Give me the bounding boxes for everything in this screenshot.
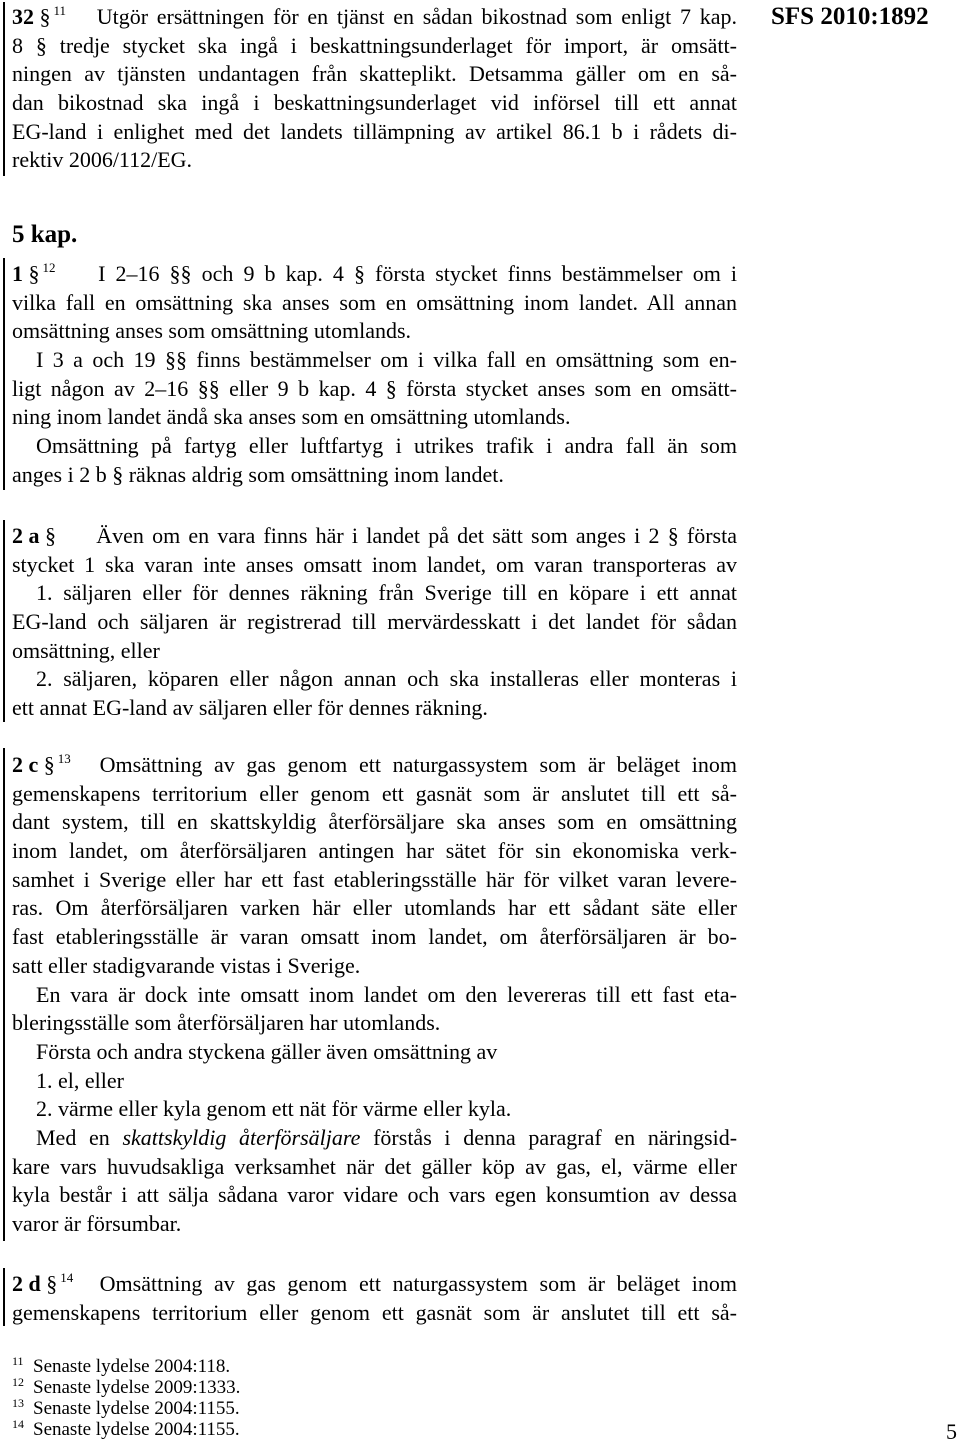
running-header: SFS 2010:1892 — [771, 3, 929, 30]
line-text: Utgör ersättningen för en tjänst en sådan bikostnad som enligt 7 kap. — [96, 4, 737, 29]
footnote — [12, 1356, 712, 1377]
list-item: 1. el, eller — [36, 1067, 124, 1093]
text-line — [12, 3, 737, 32]
text-line: rektiv 2006/112/EG. — [12, 147, 193, 173]
text-line: samhet i Sverige eller har ett fast etableringsställe här för vilket varan levere- — [12, 866, 737, 892]
line-text: Med en — [36, 1124, 110, 1150]
text-line: I 3 a och 19 §§ finns bestämmelser om i vilka fall en omsättning som en- — [36, 347, 737, 373]
footnote-text: Senaste lydelse 2009:1333. — [33, 1377, 241, 1398]
text-line: bleringsställe som återförsäljaren har utomlands. — [12, 1010, 441, 1036]
section-label — [12, 1270, 88, 1302]
text-line: kyla består i att sälja sådana varor vidare och vars egen konsumtion av dessa — [12, 1182, 737, 1208]
text-line: vilka fall en omsättning ska anses som en omsättning inom landet. All annan — [12, 289, 737, 315]
line-text: förstås i denna paragraf en näringsid- — [373, 1124, 738, 1150]
change-bar — [3, 520, 5, 722]
text-line: inom landet, om återförsäljaren antingen har sätet för sin ekonomiska verk- — [12, 838, 737, 864]
chapter-heading: 5 kap. — [12, 221, 78, 248]
footnote — [12, 1398, 712, 1419]
text-line: 1. säljaren eller för dennes räkning från Sverige till en köpare i ett annat — [36, 580, 737, 606]
section-2d — [12, 1270, 737, 1327]
footnote-text: Senaste lydelse 2004:1155. — [33, 1419, 240, 1440]
text-line: ras. Om återförsäljaren varken här eller utomlands har ett sådant säte eller — [12, 895, 737, 921]
footnote-number: 14 — [12, 1417, 24, 1431]
section-label — [12, 260, 88, 292]
text-line: gemenskapens territorium eller genom ett gasnät som är anslutet till ett så- — [12, 1299, 737, 1325]
footnote-number: 12 — [12, 1375, 24, 1389]
text-line: Första och andra styckena gäller även omsättning av — [36, 1038, 498, 1064]
text-line: 8 § tredje stycket ska ingå i beskattningsunderlaget för import, är omsätt- — [12, 32, 737, 58]
change-bar — [3, 258, 5, 490]
section-label — [12, 751, 88, 783]
section-number: 2 d — [12, 1271, 41, 1296]
text-line: fast etableringsställe är varan omsatt inom landet, om återförsäljaren är bo- — [12, 924, 737, 950]
text-line: Omsättning på fartyg eller luftfartyg i utrikes trafik i andra fall än som — [36, 433, 737, 459]
footnote-number: 11 — [12, 1354, 24, 1368]
footnote-text: Senaste lydelse 2004:1155. — [33, 1398, 240, 1419]
footnote-text: Senaste lydelse 2004:118. — [33, 1356, 231, 1377]
page-number: 5 — [946, 1419, 957, 1444]
section-label — [12, 522, 88, 551]
section-label — [12, 3, 88, 35]
footnote — [12, 1419, 712, 1440]
text-line: stycket 1 ska varan inte anses omsatt inom landet, om varan transporteras av — [12, 551, 737, 577]
text-line — [12, 260, 737, 289]
text-line: varor är försumbar. — [12, 1211, 182, 1236]
text-line: EG-land i enlighet med det landets tillämpning av artikel 86.1 b i rådets di- — [12, 118, 737, 144]
section-1 — [12, 260, 737, 490]
section-sign: § — [39, 4, 51, 29]
text-line: satt eller stadigvarande vistas i Sverige. — [12, 952, 361, 978]
section-number: 1 — [12, 261, 23, 286]
change-bar — [3, 748, 5, 1241]
line-text: Omsättning av gas genom ett naturgassystem som är beläget inom — [99, 1271, 738, 1296]
section-sign: § — [28, 261, 40, 286]
footnote — [12, 1377, 712, 1398]
section-sign: § — [46, 1271, 58, 1296]
footnotes — [12, 1356, 712, 1440]
section-2c — [12, 751, 737, 1239]
line-text: Omsättning av gas genom ett naturgassystem som är beläget inom — [99, 752, 738, 777]
change-bar — [3, 2, 5, 176]
text-line: dant system, till en skattskyldig återförsäljare ska anses som en omsättning — [12, 809, 737, 835]
text-line: ningen av tjänsten undantagen från skatteplikt. Detsamma gäller om en så- — [12, 61, 737, 87]
text-line: omsättning, eller — [12, 637, 160, 663]
footnote-ref: 11 — [53, 3, 67, 18]
text-line: ning inom landet ändå ska anses som en omsättning utomlands. — [12, 404, 571, 430]
section-2a — [12, 522, 737, 723]
change-bar — [3, 1268, 5, 1326]
text-line — [12, 522, 737, 551]
text-line: ligt någon av 2–16 §§ eller 9 b kap. 4 § första stycket anses som en omsätt- — [12, 375, 737, 401]
text-line: anges i 2 b § räknas aldrig som omsättning inom landet. — [12, 461, 504, 487]
line-text: Även om en vara finns här i landet på det sätt som anges i 2 § första — [96, 523, 738, 548]
section-number: 2 c — [12, 752, 39, 777]
text-line: gemenskapens territorium eller genom ett gasnät som är anslutet till ett så- — [12, 780, 737, 806]
section-number: 32 — [12, 4, 34, 29]
text-line: ett annat EG-land av säljaren eller för dennes räkning. — [12, 695, 488, 721]
text-line: dan bikostnad ska ingå i beskattningsunderlaget vid införsel till ett annat — [12, 90, 737, 116]
footnote-ref: 13 — [57, 751, 71, 766]
list-item: 2. värme eller kyla genom ett nät för värme eller kyla. — [36, 1096, 512, 1122]
section-sign: § — [45, 523, 56, 548]
section-32 — [12, 3, 737, 175]
text-line: 2. säljaren, köparen eller någon annan och ska installeras eller monteras i — [36, 666, 737, 692]
footnote-number: 13 — [12, 1396, 24, 1410]
text-line — [12, 1124, 737, 1153]
text-line — [12, 751, 737, 780]
footnote-ref: 12 — [42, 260, 56, 275]
section-sign: § — [43, 752, 55, 777]
text-line: omsättning anses som omsättning utomlands. — [12, 318, 412, 344]
line-text: I 2–16 §§ och 9 b kap. 4 § första stycket finns bestämmelser om i — [98, 261, 737, 286]
defined-term: skattskyldig återförsäljare — [122, 1124, 361, 1150]
footnote-ref: 14 — [60, 1270, 74, 1285]
text-line: EG-land och säljaren är registrerad till mervärdesskatt i det landet för sådan — [12, 609, 737, 635]
text-line: En vara är dock inte omsatt inom landet om den levereras till ett fast eta- — [36, 981, 737, 1007]
text-line: kare vars huvudsakliga verksamhet när det gäller köp av gas, el, värme eller — [12, 1153, 737, 1179]
text-line — [12, 1270, 737, 1299]
section-number: 2 a — [12, 523, 40, 548]
